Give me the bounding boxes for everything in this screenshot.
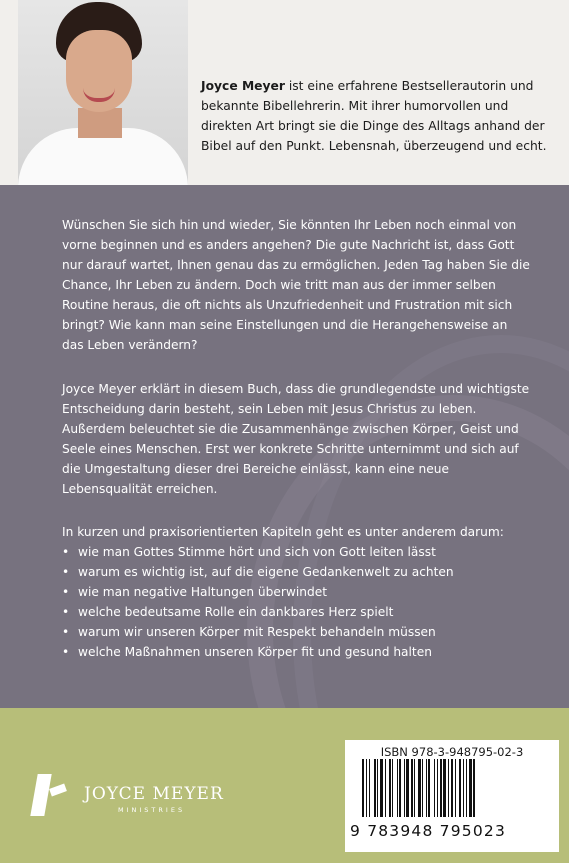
barcode	[362, 759, 550, 817]
list-item: • wie man Gottes Stimme hört und sich von Gott leiten lässt	[62, 542, 532, 562]
barcode-bar	[380, 759, 383, 817]
author-photo	[18, 0, 188, 185]
list-item: • welche Maßnahmen unseren Körper fit und gesund halten	[62, 642, 532, 662]
barcode-bar	[397, 759, 398, 817]
intro-paragraph: Wünschen Sie sich hin und wieder, Sie könnten Ihr Leben noch einmal von vorne beginnen und es anders angehen? Die gute Nachricht ist, dass Gott nur darauf wartet, Ihnen genau das zu ermöglichen. Jeden Tag haben Sie die Chance, Ihr Leben zu ändern. Doch wie tritt man aus der immer selben Routine heraus, die oft nichts als Unzufriedenheit und Frustration mit sich bringt? Wie kann man seine Einstellungen und die Herangehensweise an das Leben verändern?	[62, 218, 530, 352]
barcode-bar	[385, 759, 386, 817]
author-name: Joyce Meyer	[201, 79, 285, 93]
content-paragraph: Joyce Meyer erklärt in diesem Buch, dass die grundlegendste und wichtigste Entscheidung darin besteht, sein Leben mit Jesus Christus zu leben. Außerdem beleuchtet sie die Zusammenhänge zwischen Körper, Geist und Seele eines Menschen. Erst wer konkrete Schritte unternimmt und sich auf die Umgestaltung dieser drei Bereiche einlässt, kann eine neue Lebensqualität erreichen.	[62, 382, 530, 496]
barcode-bar	[459, 759, 461, 817]
list-item: • welche bedeutsame Rolle ein dankbares Herz spielt	[62, 602, 532, 622]
list-item: • warum wir unseren Körper mit Respekt behandeln müssen	[62, 622, 532, 642]
barcode-bar	[418, 759, 421, 817]
barcode-bar	[392, 759, 393, 817]
barcode-bar	[455, 759, 456, 817]
barcode-bar	[434, 759, 435, 817]
barcode-bar	[463, 759, 464, 817]
barcode-bar	[473, 759, 475, 817]
list-item: • warum es wichtig ist, auf die eigene Gedankenwelt zu achten	[62, 562, 532, 582]
list-item: • wie man negative Haltungen überwindet	[62, 582, 532, 602]
barcode-bar	[448, 759, 449, 817]
barcode-bar	[377, 759, 378, 817]
barcode-bar	[437, 759, 438, 817]
author-section	[0, 0, 569, 185]
author-bio-text: ist eine erfahrene Bestsellerautorin und bekannte Bibellehrerin. Mit ihrer humorvollen und direkten Art bringt sie die Dinge des Alltags anhand der Bibel auf den Punkt. Lebensnah, überzeugend und echt.	[201, 79, 547, 153]
barcode-bar	[414, 759, 415, 817]
bullet-icon: •	[62, 605, 70, 619]
barcode-bar	[411, 759, 413, 817]
chapters-intro: In kurzen und praxisorientierten Kapiteln geht es unter anderem darum:	[62, 525, 504, 539]
barcode-bar	[404, 759, 405, 817]
bullet-icon: •	[62, 545, 70, 559]
barcode-bar	[399, 759, 401, 817]
barcode-bar	[451, 759, 453, 817]
barcode-bar	[369, 759, 370, 817]
barcode-bar	[466, 759, 467, 817]
jm-logo-icon	[30, 772, 70, 816]
barcode-bar	[426, 759, 427, 817]
isbn-label: ISBN 978-3-948795-02-3	[380, 745, 524, 759]
bullet-icon: •	[62, 645, 70, 659]
barcode-digits: 9 783948 795023	[350, 822, 507, 840]
topic-list	[62, 542, 532, 662]
bullet-icon: •	[62, 585, 70, 599]
publisher-name: JOYCE MEYER	[84, 784, 224, 804]
barcode-bar	[469, 759, 472, 817]
bullet-icon: •	[62, 565, 70, 579]
barcode-bar	[440, 759, 442, 817]
barcode-bar	[362, 759, 364, 817]
barcode-bar	[389, 759, 391, 817]
barcode-bar	[443, 759, 446, 817]
barcode-bar	[366, 759, 367, 817]
bullet-icon: •	[62, 625, 70, 639]
publisher-subtitle: MINISTRIES	[118, 806, 186, 814]
barcode-bar	[374, 759, 376, 817]
barcode-bar	[422, 759, 423, 817]
barcode-bar	[406, 759, 409, 817]
author-bio	[201, 76, 556, 156]
barcode-bar	[428, 759, 430, 817]
